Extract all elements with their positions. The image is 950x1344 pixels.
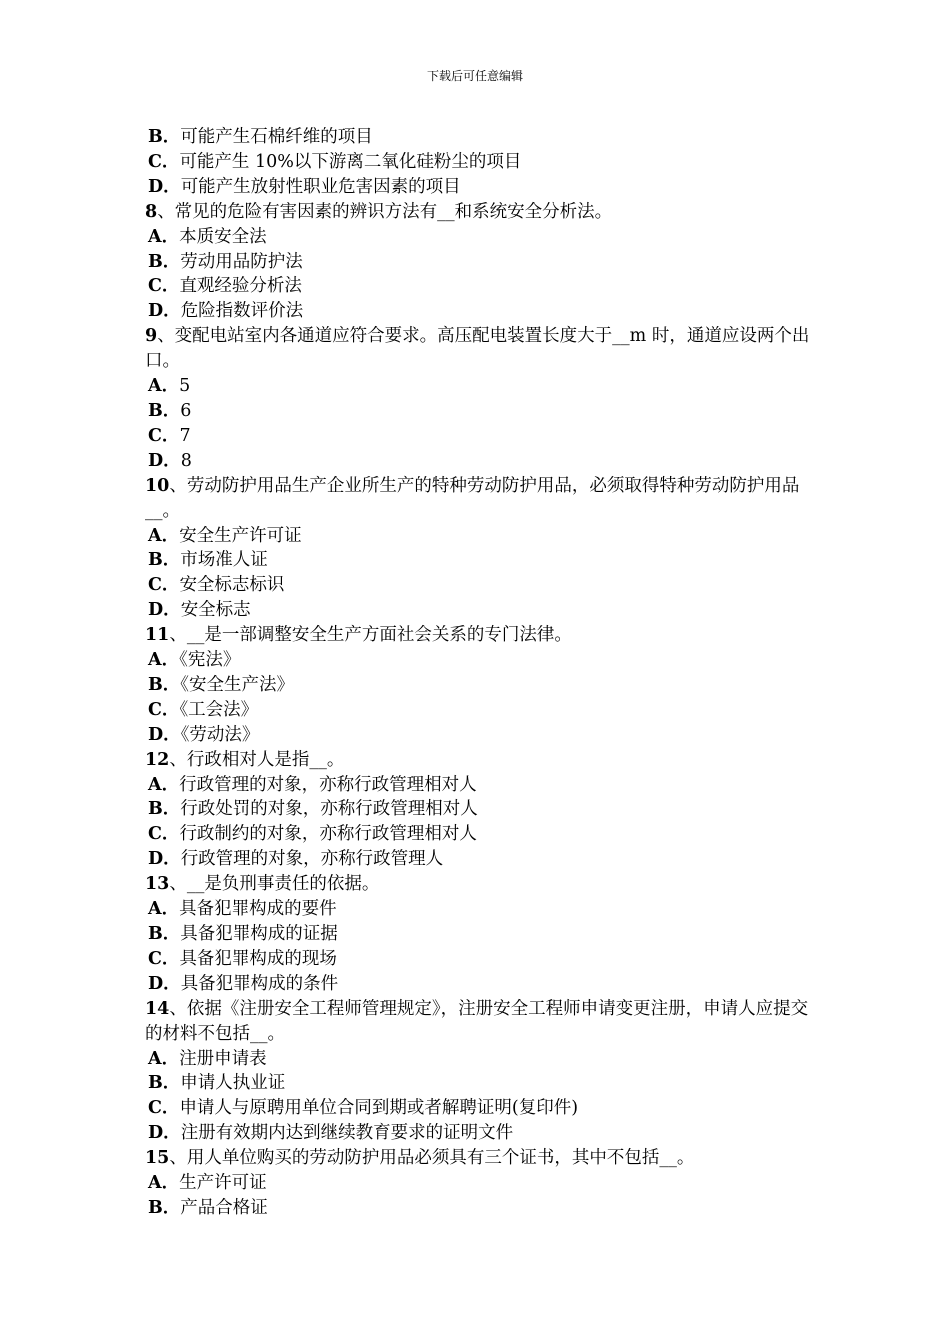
option-text: 《安全生产法》 — [180, 674, 295, 695]
question-number: 11 — [145, 625, 170, 646]
document-body — [145, 125, 815, 1221]
answer-option — [145, 399, 815, 424]
option-text: 《宪法》 — [179, 650, 241, 671]
option-letter: A． — [148, 774, 180, 795]
option-letter: B． — [148, 251, 181, 272]
option-letter: B． — [148, 1197, 181, 1218]
option-letter: C． — [148, 699, 180, 720]
option-letter: B． — [148, 127, 181, 147]
answer-option — [145, 1171, 815, 1196]
option-letter: B． — [148, 400, 181, 421]
option-letter: B． — [148, 799, 181, 820]
option-text: 可能产生放射性职业危害因素的项目 — [180, 176, 461, 197]
answer-option — [145, 125, 815, 150]
answer-option — [145, 1096, 815, 1121]
option-text: 生产许可证 — [179, 1173, 267, 1194]
option-text: 安全生产许可证 — [179, 525, 302, 546]
answer-option — [145, 598, 815, 623]
option-text: 申请人与原聘用单位合同到期或者解聘证明(复印件) — [179, 1098, 579, 1119]
answer-option — [145, 897, 815, 922]
answer-option — [145, 150, 815, 175]
question — [145, 623, 815, 648]
option-letter: A． — [148, 226, 180, 247]
page-header: 下载后可任意编辑 — [426, 69, 523, 83]
answer-option — [145, 524, 815, 549]
answer-option — [145, 797, 815, 822]
answer-option — [145, 274, 815, 299]
option-text: 行政处罚的对象，亦称行政管理相对人 — [180, 799, 478, 820]
answer-option — [145, 1071, 815, 1096]
option-text: 安全标志 — [180, 600, 251, 621]
option-text: 《劳动法》 — [180, 724, 260, 745]
answer-option — [145, 1047, 815, 1072]
option-letter: C． — [148, 276, 180, 297]
option-letter: A． — [148, 1173, 180, 1194]
option-letter: C． — [148, 575, 180, 596]
question-number: 8 — [145, 201, 158, 222]
option-text: 具备犯罪构成的条件 — [180, 973, 339, 994]
question — [145, 1146, 815, 1171]
option-letter: C． — [148, 824, 180, 845]
question-text: 、__是一部调整安全生产方面社会关系的专门法律。 — [169, 625, 572, 646]
question-number: 15 — [145, 1148, 170, 1169]
option-text: 注册有效期内达到继续教育要求的证明文件 — [180, 1123, 514, 1144]
answer-option — [145, 1121, 815, 1146]
option-text: 具备犯罪构成的现场 — [179, 948, 337, 969]
option-text: 申请人执业证 — [180, 1073, 286, 1094]
option-letter: D． — [148, 450, 181, 471]
question-number: 13 — [145, 874, 170, 895]
answer-option — [145, 822, 815, 847]
answer-option — [145, 723, 815, 748]
option-letter: D． — [148, 724, 181, 745]
answer-option — [145, 299, 815, 324]
answer-option — [145, 374, 815, 399]
answer-option — [145, 648, 815, 673]
answer-option — [145, 773, 815, 798]
question — [145, 748, 815, 773]
question-number: 9 — [145, 326, 158, 347]
option-text: 劳动用品防护法 — [180, 251, 303, 272]
option-letter: D． — [148, 600, 181, 621]
question-number: 12 — [145, 749, 170, 770]
answer-option — [145, 972, 815, 997]
option-letter: C． — [148, 1098, 180, 1119]
option-letter: D． — [148, 301, 181, 322]
option-text: 注册申请表 — [179, 1048, 267, 1069]
option-text: 具备犯罪构成的要件 — [179, 899, 337, 920]
question-text: 、__是负刑事责任的依据。 — [169, 874, 380, 895]
option-text: 具备犯罪构成的证据 — [180, 924, 338, 944]
answer-option — [145, 225, 815, 250]
question — [145, 872, 815, 897]
option-text: 市场准人证 — [180, 550, 268, 571]
option-letter: C． — [148, 425, 180, 446]
option-letter: B． — [148, 924, 181, 944]
option-text: 5 — [179, 376, 191, 397]
question-text: 、劳动防护用品生产企业所生产的特种劳动防护用品，必须取得特种劳动防护用品__。 — [145, 475, 800, 521]
option-letter: D． — [148, 849, 181, 870]
option-text: 可能产生 10%以下游离二氧化硅粉尘的项目 — [179, 151, 522, 172]
option-letter: A． — [148, 650, 180, 671]
option-letter: B． — [148, 550, 181, 571]
option-text: 7 — [179, 425, 191, 446]
question-number: 14 — [145, 998, 170, 1019]
option-letter: A． — [148, 525, 180, 546]
option-text: 危险指数评价法 — [180, 301, 304, 322]
option-text: 本质安全法 — [179, 226, 267, 247]
answer-option — [145, 424, 815, 449]
question-text: 、依据《注册安全工程师管理规定》，注册安全工程师申请变更注册，申请人应提交的材料不包括__。 — [145, 998, 809, 1044]
option-text: 行政管理的对象，亦称行政管理相对人 — [179, 774, 477, 795]
option-letter: C． — [148, 948, 180, 969]
option-letter: A． — [148, 376, 180, 397]
answer-option — [145, 847, 815, 872]
question — [145, 200, 815, 225]
question-number: 10 — [145, 475, 170, 496]
option-letter: B． — [148, 674, 181, 695]
option-letter: C． — [148, 151, 180, 172]
answer-option — [145, 548, 815, 573]
question-text: 、常见的危险有害因素的辨识方法有__和系统安全分析法。 — [157, 201, 613, 222]
option-text: 产品合格证 — [180, 1197, 268, 1218]
option-text: 6 — [180, 400, 192, 421]
answer-option — [145, 449, 815, 474]
question — [145, 474, 815, 524]
answer-option — [145, 947, 815, 972]
option-letter: D． — [148, 176, 181, 197]
option-letter: D． — [148, 973, 181, 994]
answer-option — [145, 922, 815, 947]
question-text: 、用人单位购买的劳动防护用品必须具有三个证书，其中不包括__。 — [169, 1148, 695, 1169]
answer-option — [145, 573, 815, 598]
answer-option — [145, 698, 815, 723]
option-text: 8 — [180, 450, 192, 471]
question-text: 、行政相对人是指__。 — [169, 749, 345, 770]
option-letter: D． — [148, 1123, 181, 1144]
option-text: 安全标志标识 — [179, 575, 285, 596]
answer-option — [145, 1196, 815, 1221]
answer-option — [145, 250, 815, 275]
option-text: 直观经验分析法 — [179, 276, 302, 297]
option-letter: B． — [148, 1073, 181, 1094]
answer-option — [145, 673, 815, 698]
question-text: 、变配电站室内各通道应符合要求。高压配电装置长度大于__m 时，通道应设两个出口。 — [145, 326, 810, 372]
option-text: 《工会法》 — [179, 699, 259, 720]
question — [145, 324, 815, 374]
option-letter: A． — [148, 899, 180, 920]
option-text: 行政制约的对象，亦称行政管理相对人 — [179, 824, 477, 845]
answer-option — [145, 175, 815, 200]
question — [145, 997, 815, 1047]
option-text: 可能产生石棉纤维的项目 — [180, 127, 373, 147]
option-text: 行政管理的对象，亦称行政管理人 — [180, 849, 444, 870]
option-letter: A． — [148, 1048, 180, 1069]
